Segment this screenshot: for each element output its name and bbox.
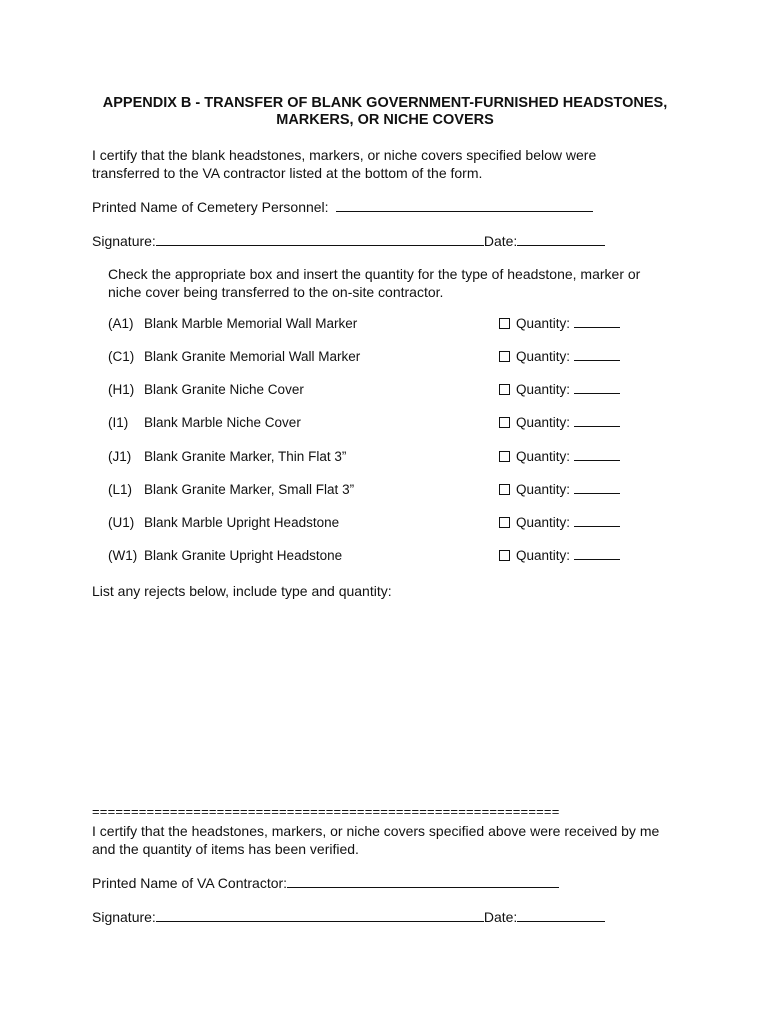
quantity-field[interactable] xyxy=(574,349,620,361)
item-code: (C1) xyxy=(108,349,135,364)
item-row-w1-label xyxy=(108,548,342,563)
checkbox[interactable] xyxy=(499,384,510,395)
item-row-l1-label xyxy=(108,482,354,497)
checkbox[interactable] xyxy=(499,484,510,495)
item-row-c1-label xyxy=(108,349,360,364)
checkbox[interactable] xyxy=(499,417,510,428)
cemetery-printed-name-row xyxy=(92,198,593,216)
cemetery-date-label: Date: xyxy=(483,233,518,249)
cemetery-signature-row xyxy=(92,232,605,250)
item-label: Blank Granite Memorial Wall Marker xyxy=(144,349,361,364)
item-row-a1-label xyxy=(108,316,357,331)
quantity-field[interactable] xyxy=(574,382,620,394)
contractor-signature-row xyxy=(92,908,605,926)
item-row-j1-label xyxy=(108,449,346,464)
certification-top-line-2: transferred to the VA contractor listed at the bottom of the form. xyxy=(92,165,483,181)
item-code: (U1) xyxy=(108,515,135,530)
checkbox[interactable] xyxy=(499,517,510,528)
contractor-printed-name-row xyxy=(92,874,559,892)
item-row-u1-quantity xyxy=(499,515,620,530)
rejects-area[interactable] xyxy=(92,604,682,794)
quantity-label: Quantity: xyxy=(516,415,571,430)
document-title-line-1: APPENDIX B - TRANSFER OF BLANK GOVERNMENT-FURNISHED HEADSTONES, xyxy=(102,95,668,111)
item-code: (I1) xyxy=(108,415,129,430)
quantity-label: Quantity: xyxy=(516,548,571,563)
item-row-h1-label xyxy=(108,382,304,397)
item-label: Blank Marble Niche Cover xyxy=(144,415,301,430)
certification-bottom-line-2: and the quantity of items has been verified. xyxy=(92,841,359,857)
item-row-w1-quantity xyxy=(499,548,620,563)
cemetery-date-field[interactable] xyxy=(517,233,605,246)
item-label: Blank Granite Niche Cover xyxy=(144,382,304,397)
item-code: (J1) xyxy=(108,449,132,464)
quantity-field[interactable] xyxy=(574,415,620,427)
item-row-i1-quantity xyxy=(499,415,620,430)
contractor-date-field[interactable] xyxy=(517,909,605,922)
certification-bottom-line-1: I certify that the headstones, markers, or niche covers specified above were received by me xyxy=(92,823,660,839)
item-row-j1-quantity xyxy=(499,449,620,464)
item-label: Blank Granite Upright Headstone xyxy=(144,548,343,563)
item-code: (A1) xyxy=(108,316,134,331)
quantity-field[interactable] xyxy=(574,449,620,461)
quantity-field[interactable] xyxy=(574,548,620,560)
contractor-signature-field[interactable] xyxy=(156,909,484,922)
cemetery-printed-name-field[interactable] xyxy=(336,199,593,212)
item-row-i1-label xyxy=(108,415,301,430)
item-label: Blank Marble Upright Headstone xyxy=(144,515,340,530)
item-row-c1-quantity xyxy=(499,349,620,364)
cemetery-signature-label: Signature: xyxy=(92,233,156,249)
checkbox[interactable] xyxy=(499,550,510,561)
quantity-label: Quantity: xyxy=(516,515,571,530)
item-code: (L1) xyxy=(108,482,133,497)
quantity-label: Quantity: xyxy=(516,449,571,464)
instructions-line-1: Check the appropriate box and insert the quantity for the type of headstone, marker or xyxy=(108,266,641,282)
contractor-printed-name-field[interactable] xyxy=(287,875,559,888)
contractor-signature-label: Signature: xyxy=(92,909,156,925)
contractor-printed-name-label: Printed Name of VA Contractor: xyxy=(92,875,288,891)
item-code: (W1) xyxy=(108,548,138,563)
instructions-line-2: niche cover being transferred to the on-site contractor. xyxy=(108,284,444,300)
section-divider: ============================================================ xyxy=(92,804,560,819)
quantity-label: Quantity: xyxy=(516,482,571,497)
checkbox[interactable] xyxy=(499,318,510,329)
quantity-field[interactable] xyxy=(574,316,620,328)
item-row-a1-quantity xyxy=(499,316,620,331)
item-label: Blank Marble Memorial Wall Marker xyxy=(144,316,358,331)
item-row-h1-quantity xyxy=(499,382,620,397)
item-row-u1-label xyxy=(108,515,339,530)
item-label: Blank Granite Marker, Thin Flat 3” xyxy=(144,449,347,464)
cemetery-signature-field[interactable] xyxy=(156,233,484,246)
quantity-field[interactable] xyxy=(574,515,620,527)
checkbox[interactable] xyxy=(499,351,510,362)
item-row-l1-quantity xyxy=(499,482,620,497)
quantity-label: Quantity: xyxy=(516,382,571,397)
certification-top-line-1: I certify that the blank headstones, markers, or niche covers specified below were xyxy=(92,147,597,163)
item-code: (H1) xyxy=(108,382,135,397)
cemetery-printed-name-label: Printed Name of Cemetery Personnel: xyxy=(92,199,329,215)
contractor-date-label: Date: xyxy=(483,909,518,925)
checkbox[interactable] xyxy=(499,451,510,462)
quantity-label: Quantity: xyxy=(516,349,571,364)
quantity-field[interactable] xyxy=(574,482,620,494)
rejects-label: List any rejects below, include type and quantity: xyxy=(92,583,392,599)
item-label: Blank Granite Marker, Small Flat 3” xyxy=(144,482,355,497)
document-title-line-2: MARKERS, OR NICHE COVERS xyxy=(276,112,494,128)
quantity-label: Quantity: xyxy=(516,316,571,331)
